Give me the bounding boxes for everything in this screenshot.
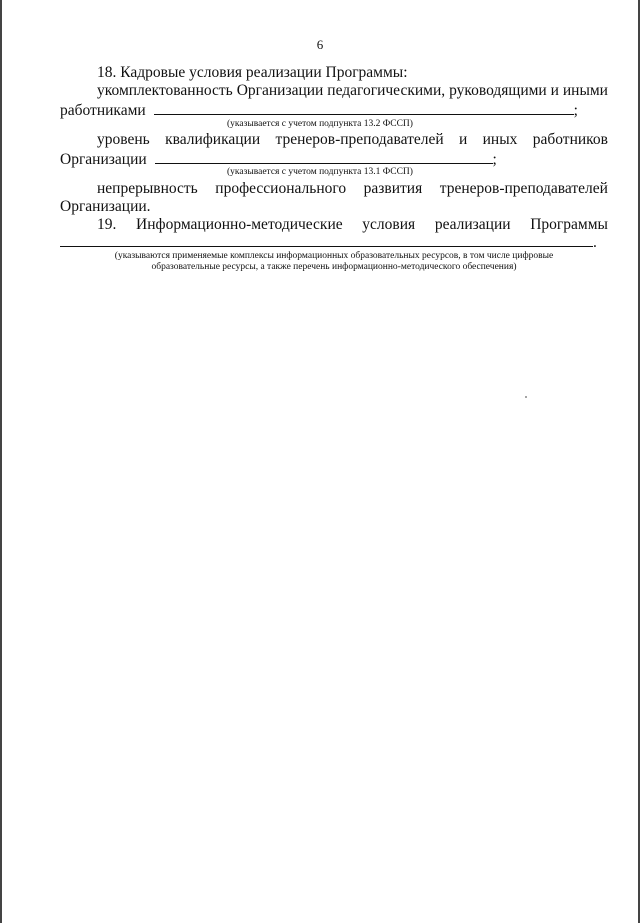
staffing-line [97, 82, 608, 100]
word: и [459, 131, 468, 148]
qualification-line [97, 131, 608, 149]
word: работников [532, 131, 608, 148]
page-number: 6 [316, 37, 324, 52]
word: непрерывность [97, 180, 198, 197]
word: и [550, 82, 559, 99]
word: квалификации [165, 131, 261, 148]
word: уровень [97, 131, 150, 148]
word: укомплектованность [97, 82, 233, 99]
staffing-label: работниками [60, 102, 146, 119]
word: Информационно-методические [136, 216, 343, 233]
word: Программы [530, 216, 608, 233]
development-line-2: Организации. [60, 198, 151, 215]
section-19-line [97, 216, 608, 234]
word: условия [362, 216, 416, 233]
word: тренеров-преподавателей [275, 131, 444, 148]
word: педагогическими, [327, 82, 446, 99]
word: Организации [236, 82, 324, 99]
word: реализации [434, 216, 511, 233]
scan-left-edge [0, 0, 2, 923]
word: профессионального [215, 180, 347, 197]
staffing-note: (указывается с учетом подпункта 13.2 ФССП) [227, 119, 413, 129]
semicolon: ; [492, 151, 497, 168]
qualification-label: Организации [60, 151, 147, 168]
section-18-heading: 18. Кадровые условия реализации Программы: [97, 64, 408, 81]
scan-speck [525, 396, 527, 398]
development-line [97, 180, 608, 198]
qualification-note: (указывается с учетом подпункта 13.1 ФССП) [227, 167, 413, 177]
section-19-field-row [60, 233, 597, 252]
semicolon: ; [573, 102, 578, 119]
word: развития [363, 180, 423, 197]
staffing-blank-field[interactable] [154, 101, 574, 115]
word: иными [562, 82, 608, 99]
section-19-blank-field[interactable] [60, 233, 593, 247]
staffing-field-row [60, 101, 578, 120]
section-19-note-line-2: образовательные ресурсы, а также перечень информационно-методического обеспечения) [151, 262, 517, 272]
qualification-blank-field[interactable] [155, 150, 493, 164]
section-19-note-line-1: (указываются применяемые комплексы информационных образовательных ресурсов, в том числе цифровые [114, 251, 554, 261]
word: 19. [97, 216, 117, 233]
word: иных [482, 131, 518, 148]
period: . [593, 234, 597, 251]
word: тренеров-преподавателей [439, 180, 608, 197]
word: руководящими [449, 82, 547, 99]
